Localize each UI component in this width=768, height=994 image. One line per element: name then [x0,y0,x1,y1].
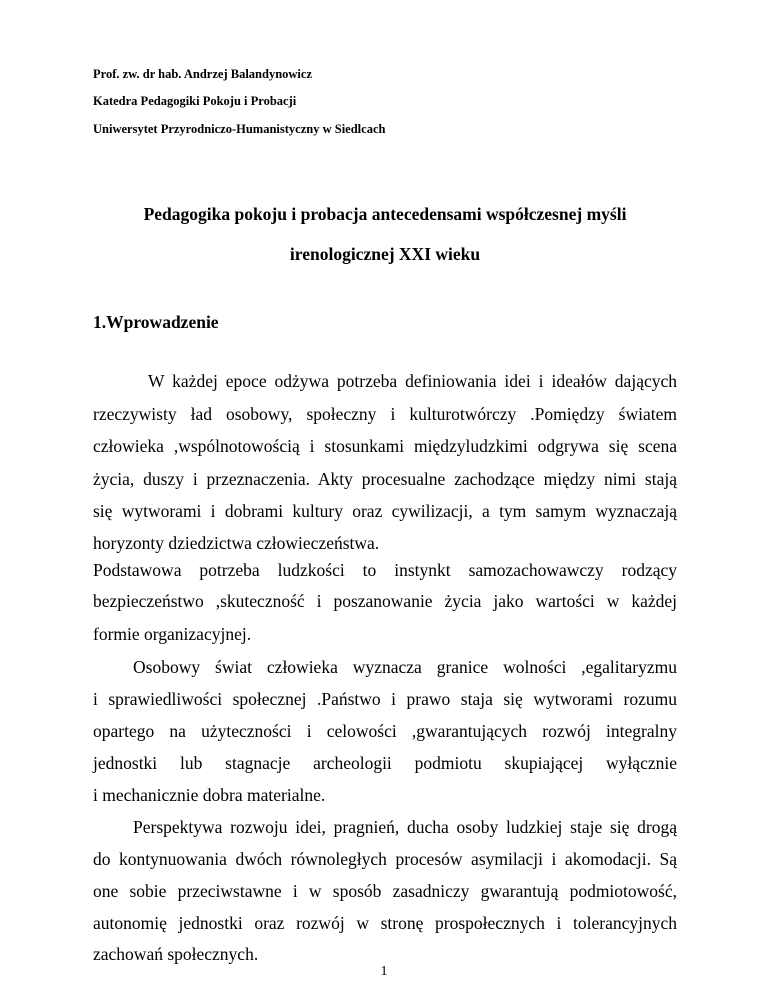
body-line: zachowań społecznych. [93,944,259,964]
document-title-line-2: irenologicznej XXI wieku [289,244,481,264]
body-line: i sprawiedliwości społecznej .Państwo i prawo staja się wytworami rozumu [93,689,677,709]
body-line: Perspektywa rozwoju idei, pragnień, ducha osoby ludzkiej staje się drogą [133,817,677,837]
body-line: jednostki lub stagnacje archeologii podmiotu skupiającej wyłącznie [93,753,677,773]
body-line: się wytworami i dobrami kultury oraz cywilizacji, a tym samym wyznaczają [93,501,677,521]
body-line: Podstawowa potrzeba ludzkości to instynkt samozachowawczy rodzący [93,560,677,580]
page-number: 1 [380,964,388,979]
body-line: horyzonty dziedzictwa człowieczeństwa. [93,533,380,553]
author-name: Prof. zw. dr hab. Andrzej Balandynowicz [93,67,312,81]
body-line: one sobie przeciwstawne i w sposób zasadniczy gwarantują podmiotowość, [93,881,677,901]
body-line: Osobowy świat człowieka wyznacza granice wolności ,egalitaryzmu [133,657,677,677]
section-heading: 1.Wprowadzenie [93,312,219,332]
document-title-line-1: Pedagogika pokoju i probacja antecedensami współczesnej myśli [143,204,627,224]
author-department: Katedra Pedagogiki Pokoju i Probacji [93,94,297,108]
body-line: człowieka ,wspólnotowością i stosunkami międzyludzkimi odgrywa się scena [93,436,677,456]
author-university: Uniwersytet Przyrodniczo-Humanistyczny w Siedlcach [93,122,386,136]
body-line: bezpieczeństwo ,skuteczność i poszanowanie życia jako wartości w każdej [93,591,677,611]
body-line: życia, duszy i przeznaczenia. Akty procesualne zachodzące między nimi stają [93,469,677,489]
body-line: i mechanicznie dobra materialne. [93,785,326,805]
body-line: do kontynuowania dwóch równoległych procesów asymilacji i akomodacji. Są [93,849,677,869]
body-line: autonomię jednostki oraz rozwój w stronę prospołecznych i tolerancyjnych [93,913,677,933]
body-line: opartego na użyteczności i celowości ,gwarantujących rozwój integralny [93,721,677,741]
body-line: W każdej epoce odżywa potrzeba definiowania idei i ideałów dających [148,371,677,391]
body-line: formie organizacyjnej. [93,624,252,644]
body-line: rzeczywisty ład osobowy, społeczny i kulturotwórczy .Pomiędzy światem [93,404,677,424]
